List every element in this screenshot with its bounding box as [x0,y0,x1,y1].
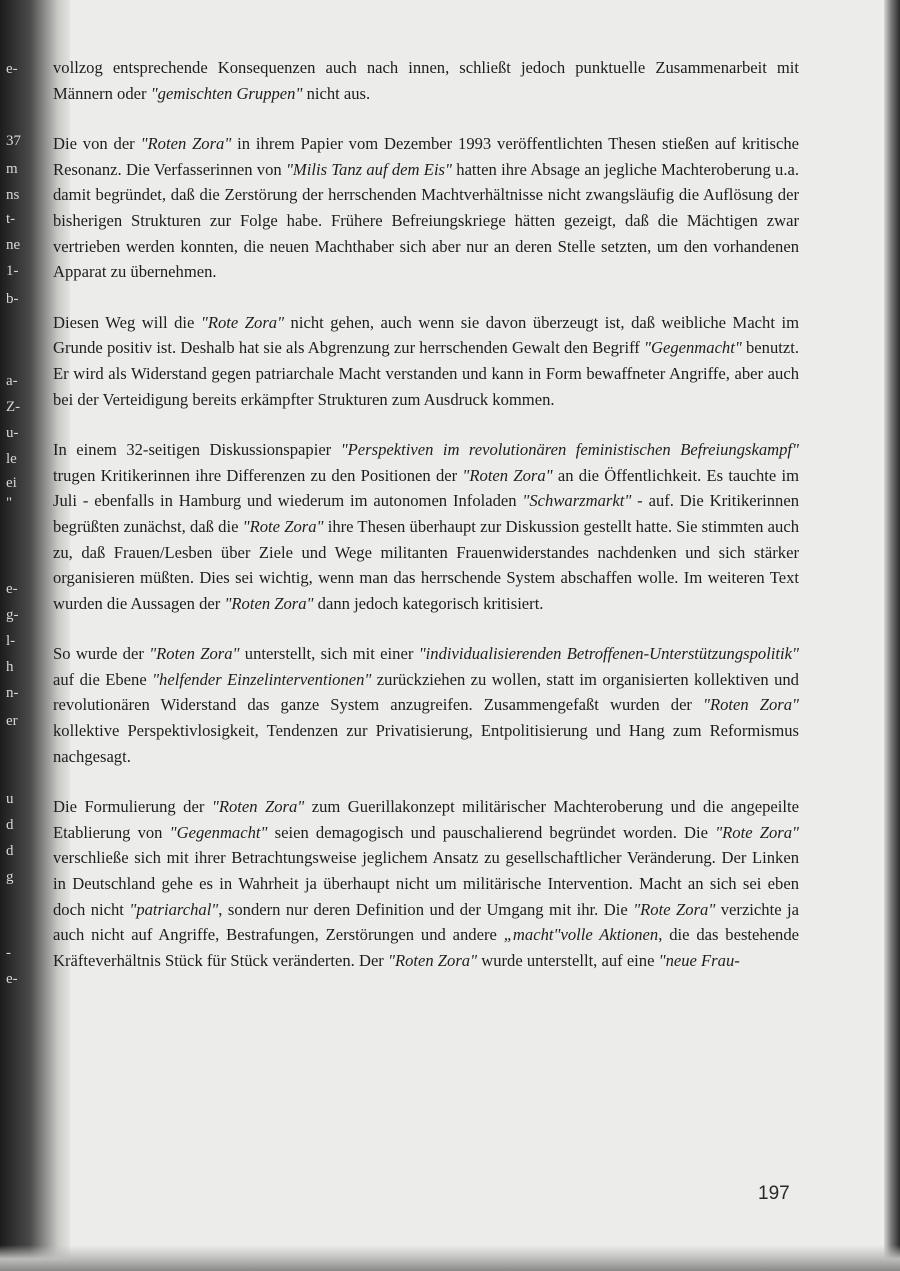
text-run: hatten ihre Absage an jegliche Machteroberung u.a. damit begründet, daß die Zerstörung der herrschenden Machtverhältnisse nicht zwangsläufig die Auflösung der bisherigen Strukturen zur Folge habe. Frühere Befreiungskriege hätten gezeigt, daß die Mächtigen zwar vertrieben werden konnten, die neuen Machthaber sich aber nur an deren Stelle setzten, um den vorhandenen Apparat zu übernehmen. [53,159,799,282]
text-run: in ihrem Papier vom Dezember 1993 veröffentlichten Thesen stießen auf kritische Resonanz. Die Verfasserinnen von [53,134,800,179]
facing-page-bleed [0,0,26,1271]
quoted-term: "Roten Zora" [462,465,553,485]
text-run: Die Formulierung der [53,797,212,817]
text-run: , sondern nur deren Definition und der Umgang mit ihr. Die [218,899,634,919]
quoted-term: "Schwarzmarkt" [522,491,632,511]
text-run: nicht gehen, auch wenn sie davon überzeugt ist, daß weibliche Macht im Grunde positiv ist. Deshalb hat sie als Abgrenzung zur herrschenden Gewalt den Begriff [53,312,799,358]
quoted-term: "Roten Zora" [224,593,314,613]
text-run: auf die Ebene [53,669,153,689]
facing-fragment: Z- [6,399,21,415]
text-run: seien demagogisch und pauschalierend begründet worden. Die [267,822,716,842]
facing-fragment: ne [6,237,21,253]
text-run: zurückziehen zu wollen, statt im organisierten kollektiven und revolutionären Widerstand das ganze System anzugreifen. Zusammengefaßt wurden der [53,669,799,715]
text-run: verzichte ja auch nicht auf Angriffe, Bestrafungen, Zerstörungen und andere [53,899,799,945]
facing-fragment: e- [6,971,18,987]
quoted-term: "helfender Einzelinterventionen" [152,669,372,689]
facing-fragment: m [6,161,18,177]
facing-fragment: e- [6,61,18,77]
facing-fragment: g- [6,607,19,623]
facing-fragment: 37 [6,133,21,149]
facing-fragment: er [6,713,18,729]
facing-fragment: 1- [6,263,19,279]
quoted-term: "Roten Zora" [211,797,305,817]
facing-fragment: a- [6,373,18,389]
page-bottom-edge-shadow [0,1245,900,1271]
text-run: Die von der [53,134,141,154]
facing-fragment: e- [6,581,18,597]
facing-fragment: ei [6,475,17,491]
body-text [53,55,799,973]
quoted-term: "Rote Zora" [715,822,799,842]
quoted-term: "Gegenmacht" [169,822,268,842]
facing-fragment: - [6,945,11,961]
facing-fragment: u [6,791,14,807]
text-run: wurde unterstellt, auf eine [477,950,659,970]
text-run: Diesen Weg will die [53,312,201,332]
quoted-term: "patriarchal" [129,899,219,919]
text-run: vollzog entsprechende Konsequenzen auch nach innen, schließt jedoch punktuelle Zusammenarbeit mit Männern oder [53,58,799,103]
paragraph-p6 [53,794,799,973]
quoted-term: "Roten Zora" [149,644,240,664]
page-right-edge-shadow [884,0,900,1271]
page-number: 197 [758,1183,790,1204]
text-run: nicht aus. [302,83,371,103]
text-run: - auf. Die Kritikerinnen begrüßten zunächst, daß die [53,491,799,536]
text-run: benutzt. Er wird als Widerstand gegen patriarchale Macht verstanden und kann in Form bewaffneter Angriffe, aber auch bei der Verteidigung bereits erkämpfter Strukturen zum Ausdruck kommen. [53,338,799,409]
facing-fragment: h [6,659,14,675]
facing-fragment: ns [6,187,20,203]
facing-fragment: d [6,817,14,833]
text-run: verschließe sich mit ihrer Betrachtungsweise jeglichem Ansatz zu gesellschaftlicher Veränderung. Der Linken in Deutschland gehe es in Wahrheit ja überhaupt nicht um militärische Intervention. Macht an sich sei eben doch nicht [53,848,799,919]
text-run: So wurde der [53,644,150,664]
paragraph-p2 [53,131,799,285]
facing-fragment: l- [6,633,16,649]
text-run: dann jedoch kategorisch kritisiert. [313,593,544,613]
quoted-term: "Roten Zora" [387,950,478,970]
quoted-term: "Roten Zora" [703,695,799,715]
facing-fragment: g [6,869,14,885]
paragraph-p5 [53,641,799,769]
text-run: kollektive Perspektivlosigkeit, Tendenzen zur Privatisierung, Entpolitisierung und Hang zum Reformismus nachgesagt. [53,721,799,766]
text-run: unterstellt, sich mit einer [239,644,419,664]
quoted-term: "gemischten Gruppen" [150,83,303,103]
quoted-term: "Rote Zora" [242,516,324,536]
paragraph-p1 [53,55,799,106]
quoted-term: „macht"volle Aktionen [503,925,659,945]
quoted-term: "Perspektiven im revolutionären feministischen Befreiungskampf" [340,440,799,460]
paragraph-p3 [53,310,799,412]
text-run: , die das bestehende Kräfteverhältnis Stück für Stück veränderten. Der [53,925,800,970]
quoted-term: "Roten Zora" [140,134,232,154]
quoted-term: "Gegenmacht" [644,338,742,358]
facing-fragment: u- [6,425,19,441]
facing-fragment: n- [6,685,19,701]
quoted-term: "Milis Tanz auf dem Eis" [285,159,452,179]
facing-fragment: t- [6,211,16,227]
facing-fragment: d [6,843,14,859]
text-run: trugen Kritikerinnen ihre Differenzen zu den Positionen der [53,465,463,485]
text-run: an die Öffentlichkeit. Es tauchte im Juli - ebenfalls in Hamburg und wiederum im autonomen Infoladen [53,465,800,511]
quoted-term: "Rote Zora" [200,312,285,332]
paragraph-p4 [53,437,799,616]
facing-fragment: b- [6,291,19,307]
text-run: ihre Thesen überhaupt zur Diskussion gestellt hatte. Sie stimmten auch zu, daß Frauen/Lesben über Ziele und Wege militanten Frauenwiderstandes nachdenken und sich stärker organisieren müßten. Dies sei wichtig, wenn man das herrschende System abschaffen wolle. Im weiteren Text wurden die Aussagen der [53,516,799,613]
quoted-term: "neue Frau- [658,950,740,970]
quoted-term: "Rote Zora" [633,899,716,919]
text-run: In einem 32-seitigen Diskussionspapier [53,440,341,460]
facing-fragment: " [6,495,13,511]
text-run: zum Guerillakonzept militärischer Machteroberung und die angepeilte Etablierung von [53,797,799,842]
quoted-term: "individualisierenden Betroffenen-Unterstützungspolitik" [418,644,799,664]
facing-fragment: le [6,451,17,467]
